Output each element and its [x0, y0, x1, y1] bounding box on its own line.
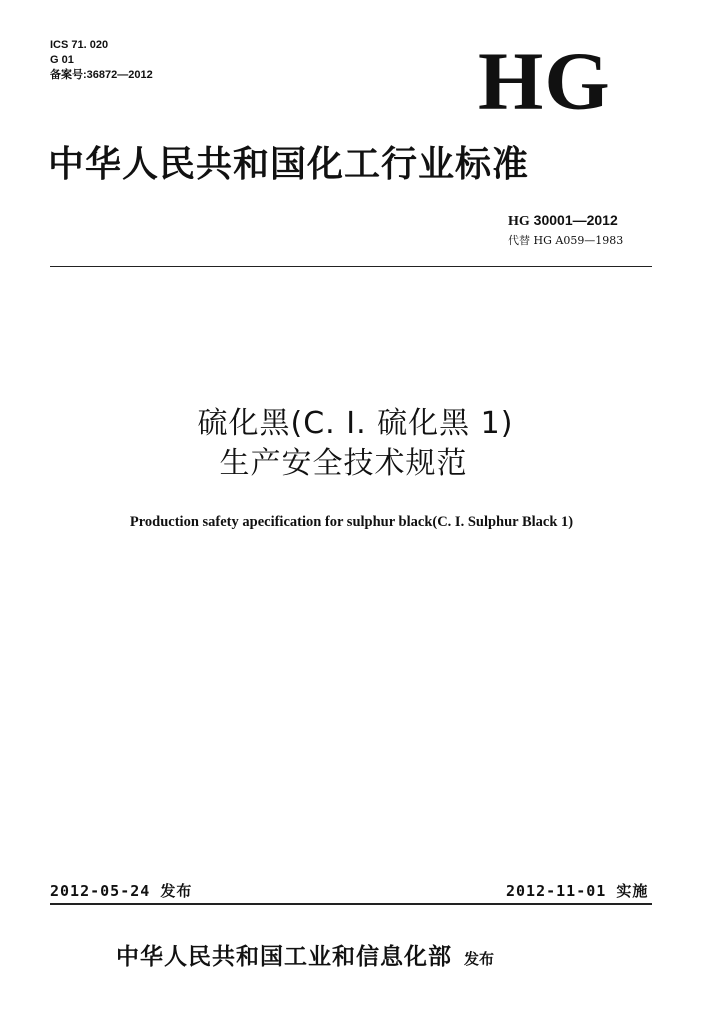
standard-code-block — [508, 211, 623, 249]
standard-number-value: 30001—2012 — [533, 212, 618, 228]
ccs-code: G 01 — [50, 54, 74, 66]
filing-number: 备案号:36872—2012 — [50, 69, 153, 81]
ics-code: ICS 71. 020 — [50, 39, 109, 51]
document-title-line1: 硫化黑(C. I. 硫化黑 1) — [197, 406, 514, 441]
footer-divider — [50, 903, 652, 905]
hg-logo: HG — [478, 35, 611, 128]
document-title-line2: 生产安全技术规范 — [219, 446, 468, 481]
standard-prefix: HG — [508, 214, 530, 229]
issue-date: 2012-05-24 发布 — [50, 882, 193, 900]
replaces-standard: 代替 HG A059—1983 — [508, 234, 624, 247]
header-divider — [50, 266, 652, 267]
publisher — [116, 942, 494, 974]
publisher-name: 中华人民共和国工业和信息化部 — [116, 943, 452, 970]
publisher-suffix: 发布 — [464, 950, 495, 968]
standard-metadata — [50, 38, 153, 83]
standard-category-title: 中华人民共和国化工行业标准 — [48, 143, 530, 185]
standard-number — [508, 211, 623, 231]
document-title-english: Production safety apecification for sulphur black(C. I. Sulphur Black 1) — [129, 514, 574, 530]
implementation-date: 2012-11-01 实施 — [506, 882, 649, 900]
